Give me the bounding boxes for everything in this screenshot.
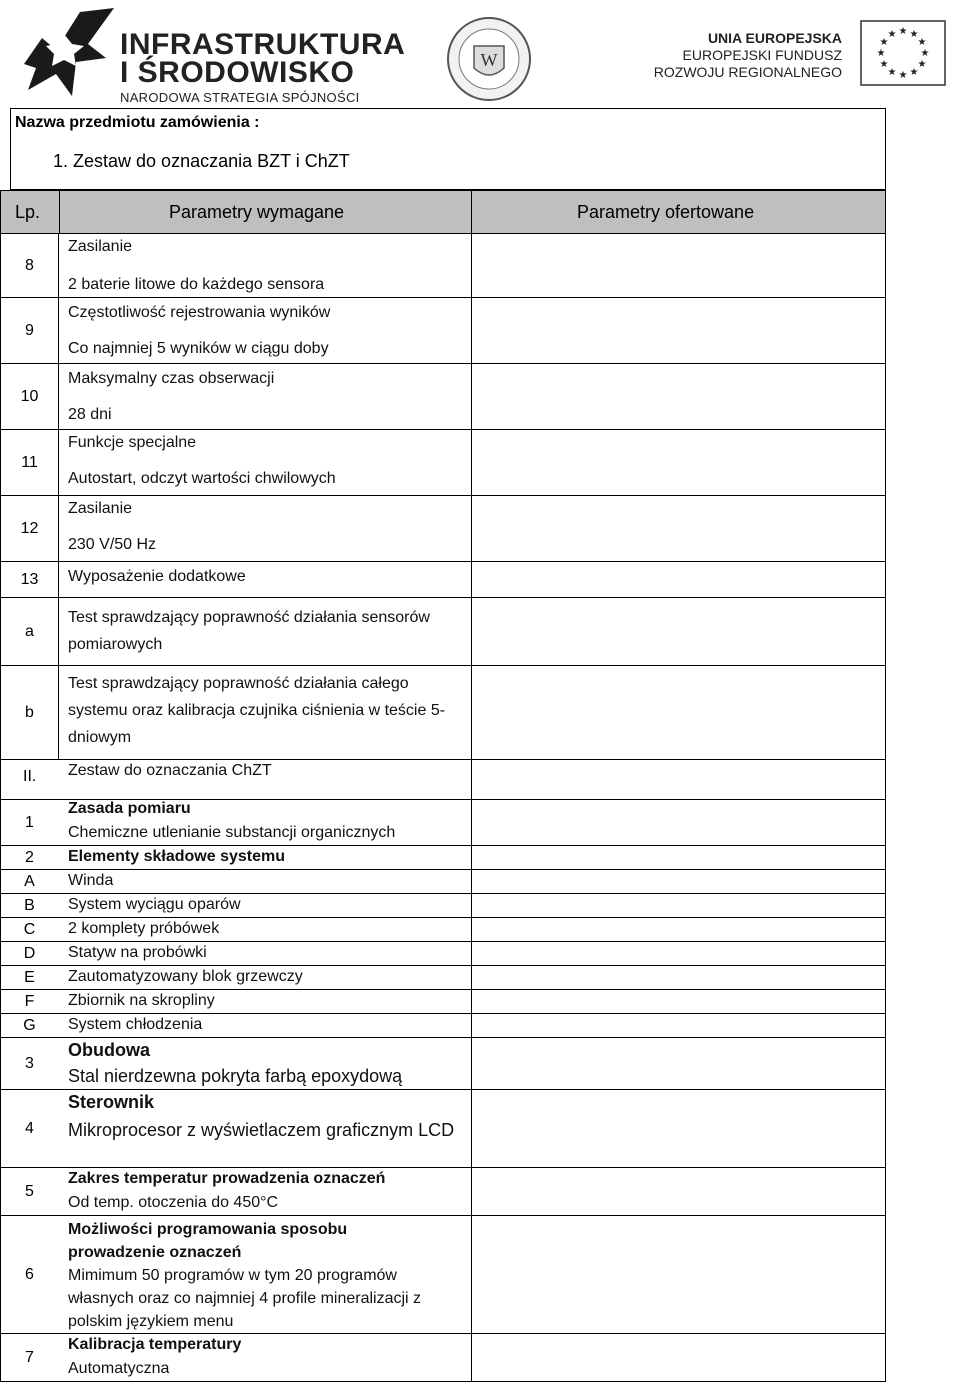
row-value: Test sprawdzający poprawność działania całego systemu oraz kalibracja czujnika ciśnienia w teście 5-dniowym	[68, 675, 446, 746]
row-value: Autostart, odczyt wartości chwilowych	[68, 470, 336, 487]
row-number: 10	[20, 387, 39, 405]
row-number: D	[23, 944, 36, 962]
row-value: Od temp. otoczenia do 450°C	[68, 1194, 279, 1211]
item-title: 1. Zestaw do oznaczania BZT i ChZT	[53, 151, 350, 171]
logo-title-line1: INFRASTRUKTURA	[120, 28, 406, 61]
row-title: Częstotliwość rejestrowania wyników	[68, 304, 331, 321]
eu-line-3: ROZWOJU REGIONALNEGO	[653, 64, 842, 80]
table-row	[1, 1038, 885, 1090]
svg-text:★: ★	[909, 29, 919, 40]
svg-text:★: ★	[917, 59, 927, 70]
eu-flag-icon	[860, 20, 946, 86]
row-number: E	[24, 968, 35, 986]
row-number: 11	[21, 453, 38, 471]
table-row	[1, 942, 885, 966]
svg-text:★: ★	[917, 37, 927, 48]
row-number: 6	[25, 1265, 34, 1283]
table-row	[1, 1216, 885, 1334]
row-title: Zasada pomiaru	[68, 800, 191, 817]
row-value: 2 komplety próbówek	[68, 920, 220, 937]
row-value: 28 dni	[68, 406, 112, 423]
row-number: 3	[25, 1054, 34, 1072]
row-title: Elementy składowe systemu	[68, 848, 285, 865]
row-number: F	[24, 992, 35, 1010]
table-row	[1, 1168, 885, 1216]
table-row	[1, 760, 885, 800]
table-row	[1, 918, 885, 942]
row-title: Zestaw do oznaczania ChZT	[68, 762, 272, 779]
row-number: G	[23, 1016, 36, 1034]
svg-text:★: ★	[898, 26, 908, 37]
logo-title-line2: I ŚRODOWISKO	[120, 56, 355, 89]
table-row	[1, 562, 885, 598]
table-row	[1, 666, 885, 760]
svg-text:★: ★	[879, 37, 889, 48]
svg-text:★: ★	[909, 67, 919, 78]
table-row	[1, 846, 885, 870]
row-title: Maksymalny czas obserwacji	[68, 370, 275, 387]
row-number: 7	[25, 1348, 34, 1366]
eu-line-1: UNIA EUROPEJSKA	[707, 30, 842, 46]
row-value: Zautomatyzowany blok grzewczy	[68, 968, 303, 985]
row-value: System wyciągu oparów	[68, 896, 241, 913]
svg-text:★: ★	[876, 48, 886, 59]
svg-text:★: ★	[898, 70, 908, 81]
table-row	[1, 598, 885, 666]
row-value: Mikroprocesor z wyświetlaczem graficznym LCD	[68, 1120, 455, 1140]
row-title: Obudowa	[68, 1040, 150, 1060]
row-value: Stal nierdzewna pokryta farbą epoxydową	[68, 1066, 403, 1086]
row-value: Co najmniej 5 wyników w ciągu doby	[68, 340, 329, 357]
table-row	[1, 800, 885, 846]
row-value: Mimimum 50 programów w tym 20 programów własnych oraz co najmniej 4 profile mineralizacji z polskim językiem menu	[68, 1267, 422, 1330]
svg-text:★: ★	[920, 48, 930, 59]
row-value: Test sprawdzający poprawność działania sensorów pomiarowych	[68, 609, 430, 653]
row-number: 5	[25, 1182, 34, 1200]
item-label: Nazwa przedmiotu zamówienia :	[15, 114, 260, 131]
svg-text:★: ★	[887, 29, 897, 40]
row-value: Zbiornik na skropliny	[68, 992, 215, 1009]
row-title: Sterownik	[68, 1092, 155, 1112]
row-value: Chemiczne utlenianie substancji organicznych	[68, 824, 396, 841]
row-number: 12	[20, 519, 39, 537]
svg-text:W: W	[480, 50, 498, 70]
table-row	[1, 234, 885, 298]
table-body	[0, 234, 886, 1382]
title-block	[10, 108, 886, 190]
row-number: A	[24, 872, 35, 890]
table-row	[1, 966, 885, 990]
logo-subtitle: NARODOWA STRATEGIA SPÓJNOŚCI	[120, 90, 360, 105]
row-number: 4	[25, 1119, 34, 1137]
svg-text:★: ★	[887, 67, 897, 78]
table-row	[1, 430, 885, 496]
row-title: Wyposażenie dodatkowe	[68, 568, 246, 585]
row-value: System chłodzenia	[68, 1016, 203, 1033]
row-number: a	[25, 622, 34, 640]
table-row	[1, 364, 885, 430]
row-title: Możliwości programowania sposobu prowadzenie oznaczeń	[68, 1221, 348, 1261]
svg-text:★: ★	[879, 59, 889, 70]
row-title: Zasilanie	[68, 238, 133, 255]
row-number: C	[23, 920, 36, 938]
table-row	[1, 298, 885, 364]
row-value: Winda	[68, 872, 114, 889]
table-row	[1, 496, 885, 562]
col-required: Parametry wymagane	[169, 201, 345, 222]
table-row	[1, 894, 885, 918]
infrastruktura-logo	[8, 4, 406, 105]
table-row	[1, 990, 885, 1014]
table-row	[1, 1090, 885, 1168]
row-title: Zakres temperatur prowadzenia oznaczeń	[68, 1170, 386, 1187]
table-row	[1, 870, 885, 894]
row-value: Automatyczna	[68, 1360, 170, 1377]
row-title: Kalibracja temperatury	[68, 1336, 242, 1353]
row-number: b	[25, 703, 34, 721]
table-row	[1, 1334, 885, 1382]
row-number: B	[24, 896, 35, 914]
row-number: 9	[25, 321, 34, 339]
table-row	[1, 1014, 885, 1038]
row-value: Statyw na probówki	[68, 944, 207, 961]
university-seal-icon	[446, 16, 532, 102]
row-title: Funkcje specjalne	[68, 434, 197, 451]
row-number: 1	[25, 813, 34, 831]
row-title: Zasilanie	[68, 500, 133, 517]
col-offered: Parametry ofertowane	[577, 201, 755, 222]
col-lp: Lp.	[15, 201, 41, 222]
page-header	[0, 0, 960, 108]
row-value: 230 V/50 Hz	[68, 536, 157, 553]
row-value: 2 baterie litowe do każdego sensora	[68, 276, 325, 293]
row-number: 2	[25, 848, 34, 866]
eu-label	[654, 30, 842, 81]
row-number: 8	[25, 256, 34, 274]
eu-line-2: EUROPEJSKI FUNDUSZ	[682, 47, 842, 63]
infrastruktura-mark-icon	[16, 4, 118, 104]
row-number: II.	[23, 768, 37, 785]
table-header	[0, 190, 886, 234]
row-number: 13	[20, 570, 39, 588]
